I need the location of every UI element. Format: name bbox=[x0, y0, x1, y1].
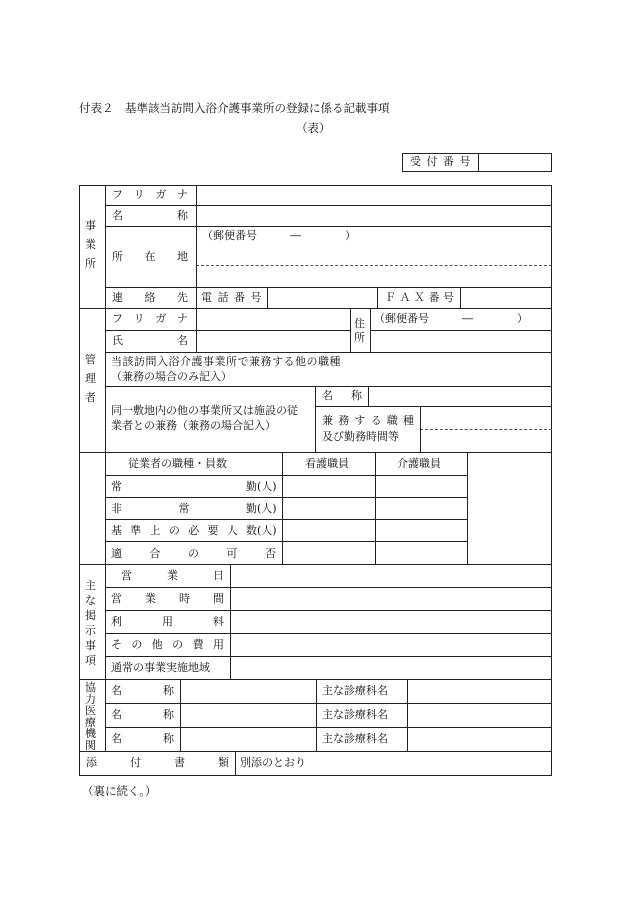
manager-address-label: 住 所 bbox=[354, 317, 365, 344]
staff-compliance-care-field[interactable] bbox=[376, 542, 467, 564]
staff-fulltime-care-field[interactable] bbox=[376, 476, 467, 497]
medical-name-label-1: 名 称 bbox=[111, 684, 174, 697]
duty-label: 兼 務 す る 職 種 bbox=[322, 414, 414, 427]
facility-name-field[interactable] bbox=[369, 387, 551, 406]
facility-name-label: 名 称 bbox=[322, 389, 362, 402]
office-furigana-label: フ リ ガ ナ bbox=[112, 188, 188, 201]
medical-dept-field-2[interactable] bbox=[408, 704, 551, 727]
staff-row-parttime-label: 非 常 勤 (人) bbox=[111, 502, 277, 515]
notice-service-area-field[interactable] bbox=[231, 657, 551, 679]
office-phone-label: 電 話 番 号 bbox=[201, 291, 263, 304]
attachment-value: 別添のとおり bbox=[240, 756, 306, 769]
document-title: 付表２ 基準該当訪問入浴介護事業所の登録に係る記載事項 bbox=[79, 101, 390, 115]
notice-fee-label: 利 用 料 bbox=[111, 615, 224, 628]
medical-section-label: 協 力 医 療 機 関 bbox=[85, 681, 96, 752]
receipt-number-field[interactable] bbox=[480, 155, 550, 170]
attachment-label: 添 付 書 類 bbox=[86, 756, 229, 769]
concurrent-other-label: 同一敷地内の他の事業所又は施設の従 bbox=[111, 404, 298, 417]
notice-other-costs-field[interactable] bbox=[231, 634, 551, 656]
manager-address-field[interactable] bbox=[371, 331, 551, 352]
manager-name-field[interactable] bbox=[197, 331, 350, 352]
medical-name-field-1[interactable] bbox=[181, 680, 316, 703]
medical-dept-field-3[interactable] bbox=[408, 728, 551, 751]
office-phone-field[interactable] bbox=[268, 288, 377, 307]
staff-required-care-field[interactable] bbox=[376, 520, 467, 541]
manager-name-label: 氏 名 bbox=[112, 334, 188, 347]
office-section-label: 事 業 所 bbox=[85, 219, 96, 270]
manager-postal-code: （郵便番号 ― ） bbox=[374, 312, 528, 325]
concurrent-same-office-label: 当該訪問入浴介護事業所で兼務する他の職種 bbox=[111, 355, 341, 368]
notice-business-days-label: 営 業 日 bbox=[121, 569, 224, 582]
notice-other-costs-label: そ の 他 の 費 用 bbox=[111, 638, 224, 651]
medical-dept-field-1[interactable] bbox=[408, 680, 551, 703]
duty-hours-label: 及び勤務時間等 bbox=[322, 430, 399, 443]
duty-field[interactable] bbox=[421, 407, 551, 452]
office-name-field[interactable] bbox=[197, 206, 551, 226]
office-address-field[interactable] bbox=[197, 244, 551, 287]
office-name-label: 名 称 bbox=[112, 209, 188, 222]
notice-business-days-field[interactable] bbox=[231, 565, 551, 587]
receipt-label: 受 付 番 号 bbox=[410, 155, 472, 168]
medical-dept-label-2: 主な診療科名 bbox=[322, 708, 388, 721]
notice-business-hours-field[interactable] bbox=[231, 588, 551, 610]
notice-fee-field[interactable] bbox=[231, 611, 551, 633]
manager-furigana-label: フ リ ガ ナ bbox=[112, 312, 188, 325]
notices-section-label: 主 な 掲 示 事 項 bbox=[85, 579, 96, 667]
manager-section-label: 管 理 者 bbox=[85, 353, 96, 404]
concurrent-same-office-note: （兼務の場合のみ記入） bbox=[111, 370, 232, 383]
office-fax-field[interactable] bbox=[461, 288, 551, 307]
office-contact-label: 連 絡 先 bbox=[112, 291, 188, 304]
medical-name-field-3[interactable] bbox=[181, 728, 316, 751]
staff-parttime-nurse-field[interactable] bbox=[283, 498, 375, 519]
staff-nurse-header: 看護職員 bbox=[305, 457, 349, 470]
medical-name-label-2: 名 称 bbox=[111, 708, 174, 721]
office-address-label: 所 在 地 bbox=[112, 250, 188, 263]
staff-header: 従業者の職種・員数 bbox=[128, 457, 227, 470]
staff-row-fulltime-label: 常 勤 (人) bbox=[111, 480, 277, 493]
office-postal-code: （郵便番号 ― ） bbox=[202, 229, 356, 242]
staff-care-header: 介護職員 bbox=[397, 457, 441, 470]
staff-row-required-label: 基 準 上 の 必 要 人 数 (人) bbox=[111, 524, 277, 537]
notice-business-hours-label: 営 業 時 間 bbox=[111, 592, 224, 605]
medical-name-label-3: 名 称 bbox=[111, 732, 174, 745]
notice-service-area-label: 通常の事業実施地域 bbox=[111, 661, 210, 674]
continued-note: （裏に続く。） bbox=[82, 784, 157, 798]
document-subtitle: （表） bbox=[296, 121, 331, 135]
staff-compliance-nurse-field[interactable] bbox=[283, 542, 375, 564]
staff-required-nurse-field[interactable] bbox=[283, 520, 375, 541]
medical-dept-label-1: 主な診療科名 bbox=[322, 684, 388, 697]
office-fax-label: Ｆ Ａ Ｘ 番 号 bbox=[385, 291, 454, 304]
office-furigana-field[interactable] bbox=[197, 186, 551, 205]
staff-fulltime-nurse-field[interactable] bbox=[283, 476, 375, 497]
medical-dept-label-3: 主な診療科名 bbox=[322, 732, 388, 745]
medical-name-field-2[interactable] bbox=[181, 704, 316, 727]
manager-furigana-field[interactable] bbox=[197, 309, 350, 330]
staff-row-compliance-label: 適 合 の 可 否 bbox=[111, 547, 276, 560]
staff-parttime-care-field[interactable] bbox=[376, 498, 467, 519]
concurrent-other-note: 業者との兼務（兼務の場合記入） bbox=[111, 419, 276, 432]
